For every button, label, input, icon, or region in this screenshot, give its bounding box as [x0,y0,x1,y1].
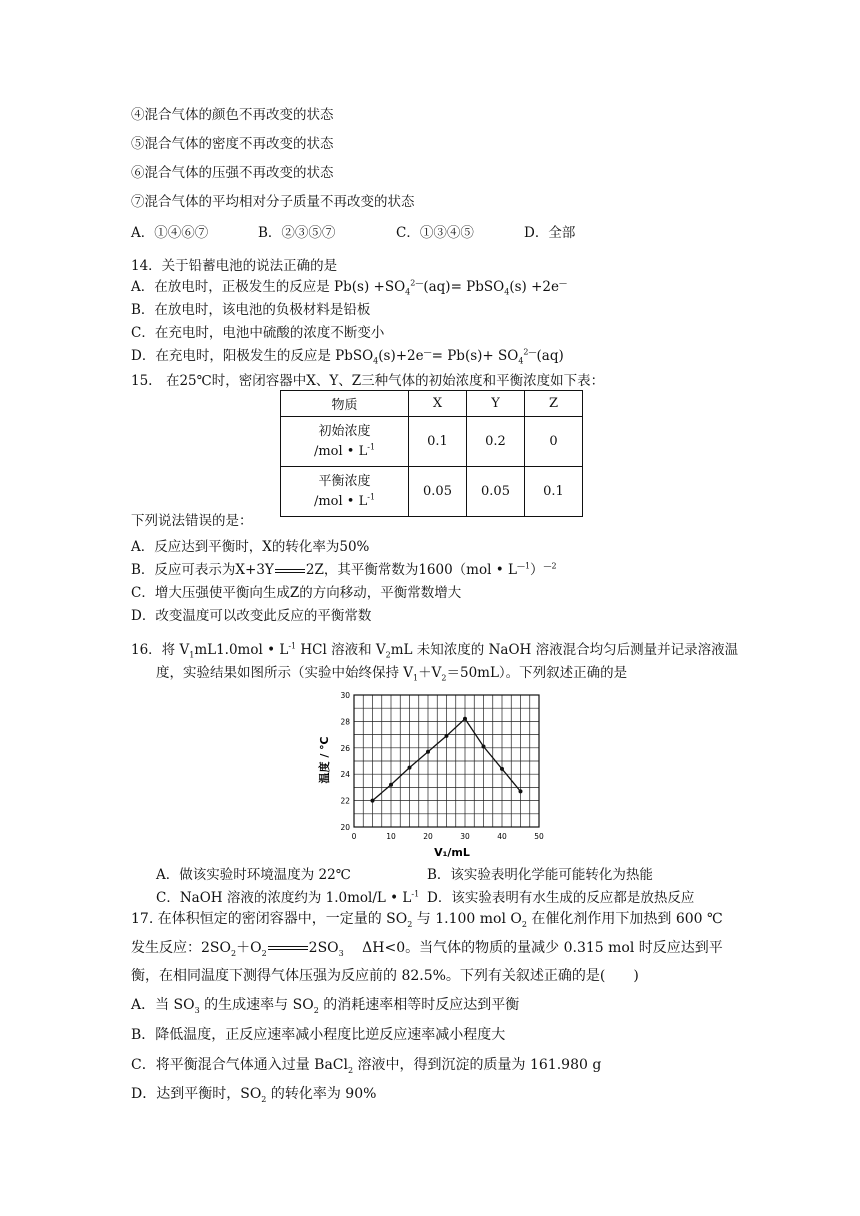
concentration-table [280,390,583,517]
q17-option-d[interactable]: D．达到平衡时，$SO_2$ 的转化率为 90% [131,1086,377,1104]
x-tick-label: 50 [534,832,544,841]
q13-option-c[interactable]: C．①③④⑤ [396,225,474,241]
equilibrium-arrow-icon [275,566,305,576]
q13-option-a[interactable]: A．①④⑥⑦ [131,225,209,241]
q14-option-d[interactable]: D．在充电时，阳极发生的反应是 PbSO$_4$(s)+2e—= $Pb(s)+ SO_4^{2—}(aq)$ [131,347,564,366]
q17-stem-line2: 发生反应：$2SO_2+O_2$ $2SO_3$ ΔH<0。当气体的物质的量减少 0.315 mol 时反应达到平 [131,940,723,958]
q14-option-a[interactable]: A．在放电时，正极发生的反应是 $Pb(s) +SO_4^{2—}(aq)=$ PbSO$_4$(s) +2e— [131,278,567,297]
q14-option-b[interactable]: B．在放电时，该电池的负极材料是铅板 [131,302,371,318]
q16-stem-line2: 度，实验结果如图所示（实验中始终保持 $V_1+V_2=50mL$）。下列叙述正确的是 [156,665,628,683]
table-cell: 0.05 [409,467,467,517]
chart-ticks [340,691,544,841]
table-cell: 0.1 [525,467,583,517]
q17-stem-line1: 17. 在体积恒定的密闭容器中，一定量的 $SO_2$ 与 1.100 mol $O_2$ 在催化剂作用下加热到 600 ℃ [131,911,723,929]
q17-option-a[interactable]: A．当 $SO_3$ 的生成速率与 $SO_2$ 的消耗速率相等时反应达到平衡 [131,997,520,1015]
y-tick-label: 22 [340,796,350,806]
condition-5: ⑤混合气体的密度不再改变的状态 [131,136,334,152]
q13-option-d[interactable]: D．全部 [524,225,576,241]
table-row [281,417,583,467]
data-point [371,799,375,803]
q15-option-a[interactable]: A．反应达到平衡时，X的转化率为50% [131,539,370,555]
table-header-cell: Y [467,391,525,417]
q15-option-d[interactable]: D．改变温度可以改变此反应的平衡常数 [131,608,372,624]
q17-stem-line3: 衡，在相同温度下测得气体压强为反应前的 82.5%。下列有关叙述正确的是( ) [131,968,639,984]
q17-option-b[interactable]: B．降低温度，正反应速率减小程度比逆反应速率减小程度大 [131,1027,506,1043]
table-cell: 0.05 [467,467,525,517]
y-tick-label: 26 [340,743,350,753]
temperature-chart [300,690,560,865]
chart-grid [354,695,539,827]
q14-option-c[interactable]: C．在充电时，电池中硫酸的浓度不断变小 [131,325,385,341]
y-tick-label: 24 [340,770,350,780]
y-tick-label: 20 [340,823,350,832]
condition-7: ⑦混合气体的平均相对分子质量不再改变的状态 [131,194,415,210]
data-point [519,789,523,793]
table-row-label: 初始浓度 /mol • $L^{-1}$ [281,417,409,467]
data-point [426,750,430,754]
x-axis-label: V₁/mL [434,846,470,859]
equilibrium-arrow-icon [268,943,308,953]
table-header-cell: X [409,391,467,417]
data-point [445,734,449,738]
condition-4: ④混合气体的颜色不再改变的状态 [131,107,334,123]
data-point [482,744,486,748]
x-tick-label: 30 [460,832,470,841]
y-tick-label: 28 [340,717,350,727]
table-header-row [281,391,583,417]
table-row [281,467,583,517]
q13-option-b[interactable]: B．②③⑤⑦ [258,225,336,241]
q16-option-d[interactable]: D．该实验表明有水生成的反应都是放热反应 [427,890,695,906]
y-axis-label: 温度 / ℃ [318,736,331,784]
table-cell: 0 [525,417,583,467]
data-point [389,783,393,787]
data-point [500,767,504,771]
data-point [463,717,467,721]
x-tick-label: 40 [497,832,507,841]
x-tick-label: 0 [351,832,357,841]
table-header-cell: Z [525,391,583,417]
q15-option-c[interactable]: C．增大压强使平衡向生成Z的方向移动，平衡常数增大 [131,585,462,601]
table-cell: 0.2 [467,417,525,467]
table-header-cell: 物质 [281,391,409,417]
q16-option-c[interactable]: C．NaOH 溶液的浓度约为 1.0mol/L • $L^{-1}$ [156,889,420,906]
x-tick-label: 20 [423,832,433,841]
q16-stem-line1: 16．将 $V_1mL1.0mol$ • $L^{-1}$ HCl 溶液和 $V_2mL$ 未知浓度的 NaOH 溶液混合均匀后测量并记录溶液温 [131,641,739,660]
q15-lead: 下列说法错误的是： [131,513,253,529]
condition-6: ⑥混合气体的压强不再改变的状态 [131,165,334,181]
q14-stem: 14．关于铅蓄电池的说法正确的是 [131,258,338,274]
y-tick-label: 30 [340,691,350,700]
x-tick-label: 10 [386,832,396,841]
q16-option-a[interactable]: A．做该实验时环境温度为 22℃ [156,867,351,883]
q15-option-b[interactable]: B．反应可表示为X+3Y 2Z，其平衡常数为1600（mol • $L^{—1})^{—2}$ [131,561,557,578]
q13-options [131,224,575,242]
q15-stem: 15. 在25℃时，密闭容器中X、Y、Z三种气体的初始浓度和平衡浓度如下表： [131,373,605,389]
data-point [408,766,412,770]
table-row-label: 平衡浓度 /mol • $L^{-1}$ [281,467,409,517]
table-cell: 0.1 [409,417,467,467]
q17-option-c[interactable]: C．将平衡混合气体通入过量 BaCl$_2$ 溶液中，得到沉淀的质量为 161.980 g [131,1057,602,1075]
q16-option-b[interactable]: B．该实验表明化学能可能转化为热能 [427,867,653,883]
